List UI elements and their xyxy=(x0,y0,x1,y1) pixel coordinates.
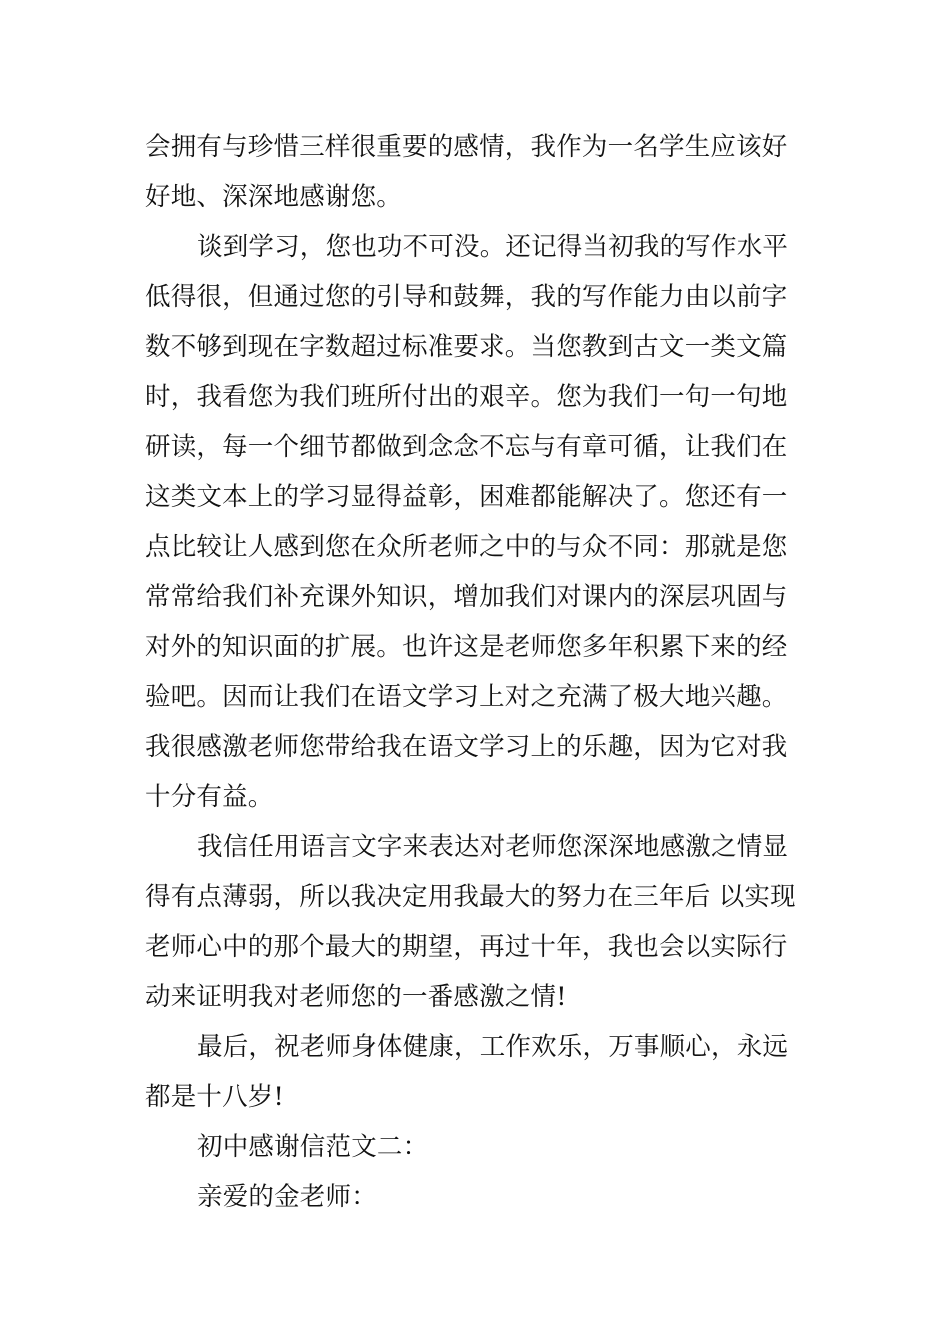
text-line: 常常给我们补充课外知识，增加我们对课内的深层巩固与 xyxy=(145,582,788,612)
paragraph-start-line: 谈到学习，您也功不可没。还记得当初我的写作水平 xyxy=(197,232,789,262)
text-line: 都是十八岁! xyxy=(145,1082,284,1112)
section-heading: 初中感谢信范文二： xyxy=(197,1132,429,1162)
text-line: 好地、深深地感谢您。 xyxy=(145,182,403,212)
text-line: 得有点薄弱，所以我决定用我最大的努力在三年后 以实现 xyxy=(145,882,796,912)
text-line: 数不够到现在字数超过标准要求。当您教到古文一类文篇 xyxy=(145,332,788,362)
text-line: 老师心中的那个最大的期望，再过十年，我也会以实际行 xyxy=(145,932,788,962)
text-line: 这类文本上的学习显得益彰，困难都能解决了。您还有一 xyxy=(145,482,788,512)
text-line: 十分有益。 xyxy=(145,782,274,812)
text-line: 低得很，但通过您的引导和鼓舞，我的写作能力由以前字 xyxy=(145,282,788,312)
text-line: 对外的知识面的扩展。也许这是老师您多年积累下来的经 xyxy=(145,632,788,662)
document-body xyxy=(145,122,807,1222)
text-line: 会拥有与珍惜三样很重要的感情，我作为一名学生应该好 xyxy=(145,132,788,162)
paragraph-start-line: 我信任用语言文字来表达对老师您深深地感激之情显 xyxy=(197,832,789,862)
paragraph-start-line: 最后，祝老师身体健康，工作欢乐，万事顺心，永远 xyxy=(197,1032,789,1062)
text-line: 时，我看您为我们班所付出的艰辛。您为我们一句一句地 xyxy=(145,382,788,412)
text-line: 研读，每一个细节都做到念念不忘与有章可循，让我们在 xyxy=(145,432,788,462)
text-line: 动来证明我对老师您的一番感激之情! xyxy=(145,982,567,1012)
text-line: 验吧。因而让我们在语文学习上对之充满了极大地兴趣。 xyxy=(145,682,788,712)
text-line: 点比较让人感到您在众所老师之中的与众不同：那就是您 xyxy=(145,532,788,562)
text-line: 我很感激老师您带给我在语文学习上的乐趣，因为它对我 xyxy=(145,732,788,762)
salutation: 亲爱的金老师： xyxy=(197,1182,377,1212)
